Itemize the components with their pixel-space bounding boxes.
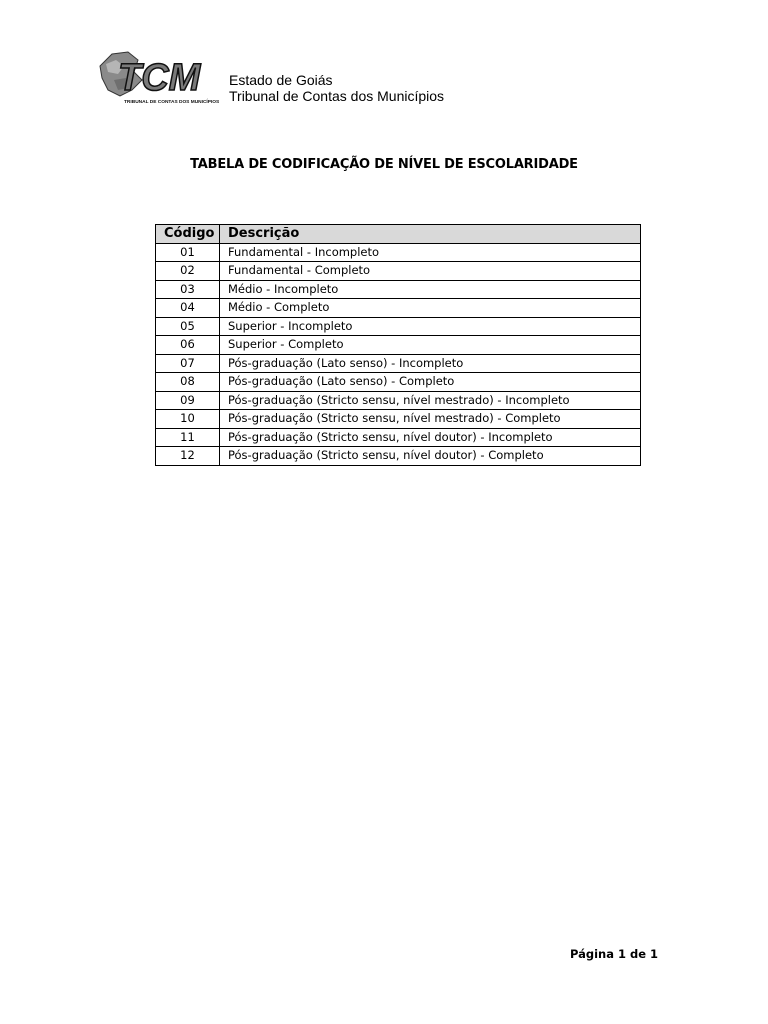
table-row — [156, 410, 641, 429]
table-row — [156, 373, 641, 392]
description-cell: Pós-graduação (Lato senso) - Incompleto — [220, 354, 641, 373]
table-row — [156, 354, 641, 373]
code-cell: 07 — [156, 354, 220, 373]
description-cell: Médio - Completo — [220, 299, 641, 318]
institution-name: Tribunal de Contas dos Municípios — [229, 88, 445, 104]
education-level-table — [155, 224, 641, 466]
logo-subtext: TRIBUNAL DE CONTAS DOS MUNICÍPIOS — [124, 100, 220, 105]
table-row — [156, 243, 641, 262]
table-header-row — [156, 225, 641, 244]
table-row — [156, 447, 641, 466]
code-cell: 02 — [156, 262, 220, 281]
code-cell: 10 — [156, 410, 220, 429]
code-cell: 03 — [156, 280, 220, 299]
code-cell: 01 — [156, 243, 220, 262]
table-row — [156, 336, 641, 355]
tcm-logo — [98, 50, 220, 108]
code-cell: 04 — [156, 299, 220, 318]
header-text — [229, 72, 444, 104]
table-row — [156, 262, 641, 281]
table-row — [156, 391, 641, 410]
code-column-header: Código — [156, 225, 220, 244]
description-cell: Superior - Completo — [220, 336, 641, 355]
page-number: Página 1 de 1 — [569, 947, 658, 961]
code-cell: 09 — [156, 391, 220, 410]
description-cell: Pós-graduação (Lato senso) - Completo — [220, 373, 641, 392]
table-row — [156, 317, 641, 336]
description-cell: Pós-graduação (Stricto sensu, nível doutor) - Completo — [220, 447, 641, 466]
code-cell: 12 — [156, 447, 220, 466]
table-row — [156, 428, 641, 447]
description-cell: Pós-graduação (Stricto sensu, nível doutor) - Incompleto — [220, 428, 641, 447]
code-cell: 08 — [156, 373, 220, 392]
code-cell: 06 — [156, 336, 220, 355]
description-cell: Fundamental - Incompleto — [220, 243, 641, 262]
document-title: TABELA DE CODIFICAÇÃO DE NÍVEL DE ESCOLARIDADE — [190, 157, 578, 172]
description-cell: Médio - Incompleto — [220, 280, 641, 299]
description-cell: Superior - Incompleto — [220, 317, 641, 336]
description-column-header: Descrição — [220, 225, 641, 244]
description-cell: Pós-graduação (Stricto sensu, nível mestrado) - Completo — [220, 410, 641, 429]
code-cell: 11 — [156, 428, 220, 447]
description-cell: Pós-graduação (Stricto sensu, nível mestrado) - Incompleto — [220, 391, 641, 410]
code-cell: 05 — [156, 317, 220, 336]
logo-text: TCM — [118, 57, 201, 99]
description-cell: Fundamental - Completo — [220, 262, 641, 281]
state-name: Estado de Goiás — [229, 72, 333, 88]
table-row — [156, 280, 641, 299]
table-row — [156, 299, 641, 318]
